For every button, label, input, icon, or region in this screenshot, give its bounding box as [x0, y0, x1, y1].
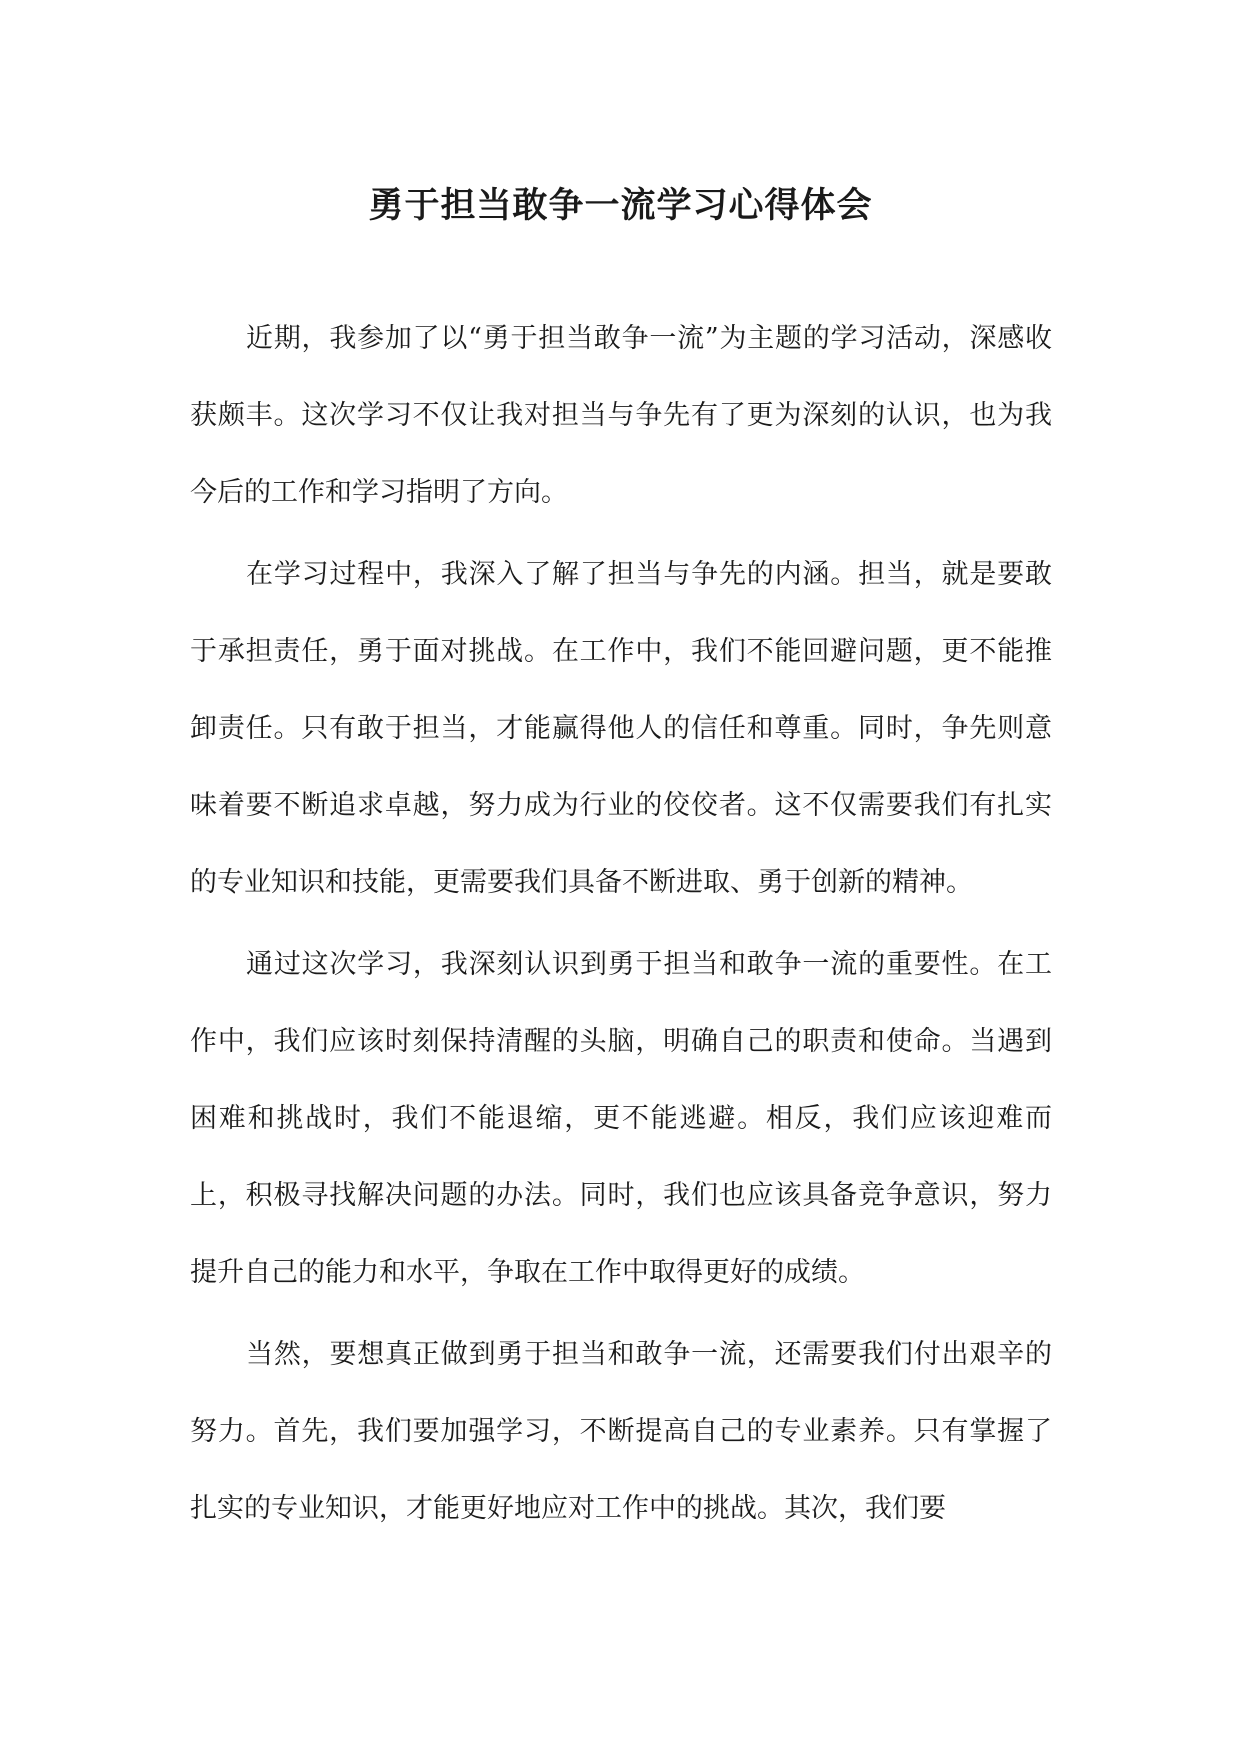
paragraph-2: 在学习过程中，我深入了解了担当与争先的内涵。担当，就是要敢于承担责任，勇于面对挑战。在工作中，我们不能回避问题，更不能推卸责任。只有敢于担当，才能赢得他人的信任和尊重。同时，争先则意味着要不断追求卓越，努力成为行业的佼佼者。这不仅需要我们有扎实的专业知识和技能，更需要我们具备不断进取、勇于创新的精神。 — [190, 559, 1052, 898]
document-body — [190, 300, 1052, 1552]
paragraph-3: 通过这次学习，我深刻认识到勇于担当和敢争一流的重要性。在工作中，我们应该时刻保持清醒的头脑，明确自己的职责和使命。当遇到困难和挑战时，我们不能退缩，更不能逃避。相反，我们应该迎难而上，积极寻找解决问题的办法。同时，我们也应该具备竞争意识，努力提升自己的能力和水平，争取在工作中取得更好的成绩。 — [190, 949, 1052, 1288]
document-title: 勇于担当敢争一流学习心得体会 — [368, 185, 873, 226]
paragraph-1: 近期，我参加了以“勇于担当敢争一流”为主题的学习活动，深感收获颇丰。这次学习不仅让我对担当与争先有了更为深刻的认识，也为我今后的工作和学习指明了方向。 — [190, 323, 1052, 508]
paragraph-4: 当然，要想真正做到勇于担当和敢争一流，还需要我们付出艰辛的努力。首先，我们要加强学习，不断提高自己的专业素养。只有掌握了扎实的专业知识，才能更好地应对工作中的挑战。其次，我们要 — [190, 1339, 1052, 1524]
